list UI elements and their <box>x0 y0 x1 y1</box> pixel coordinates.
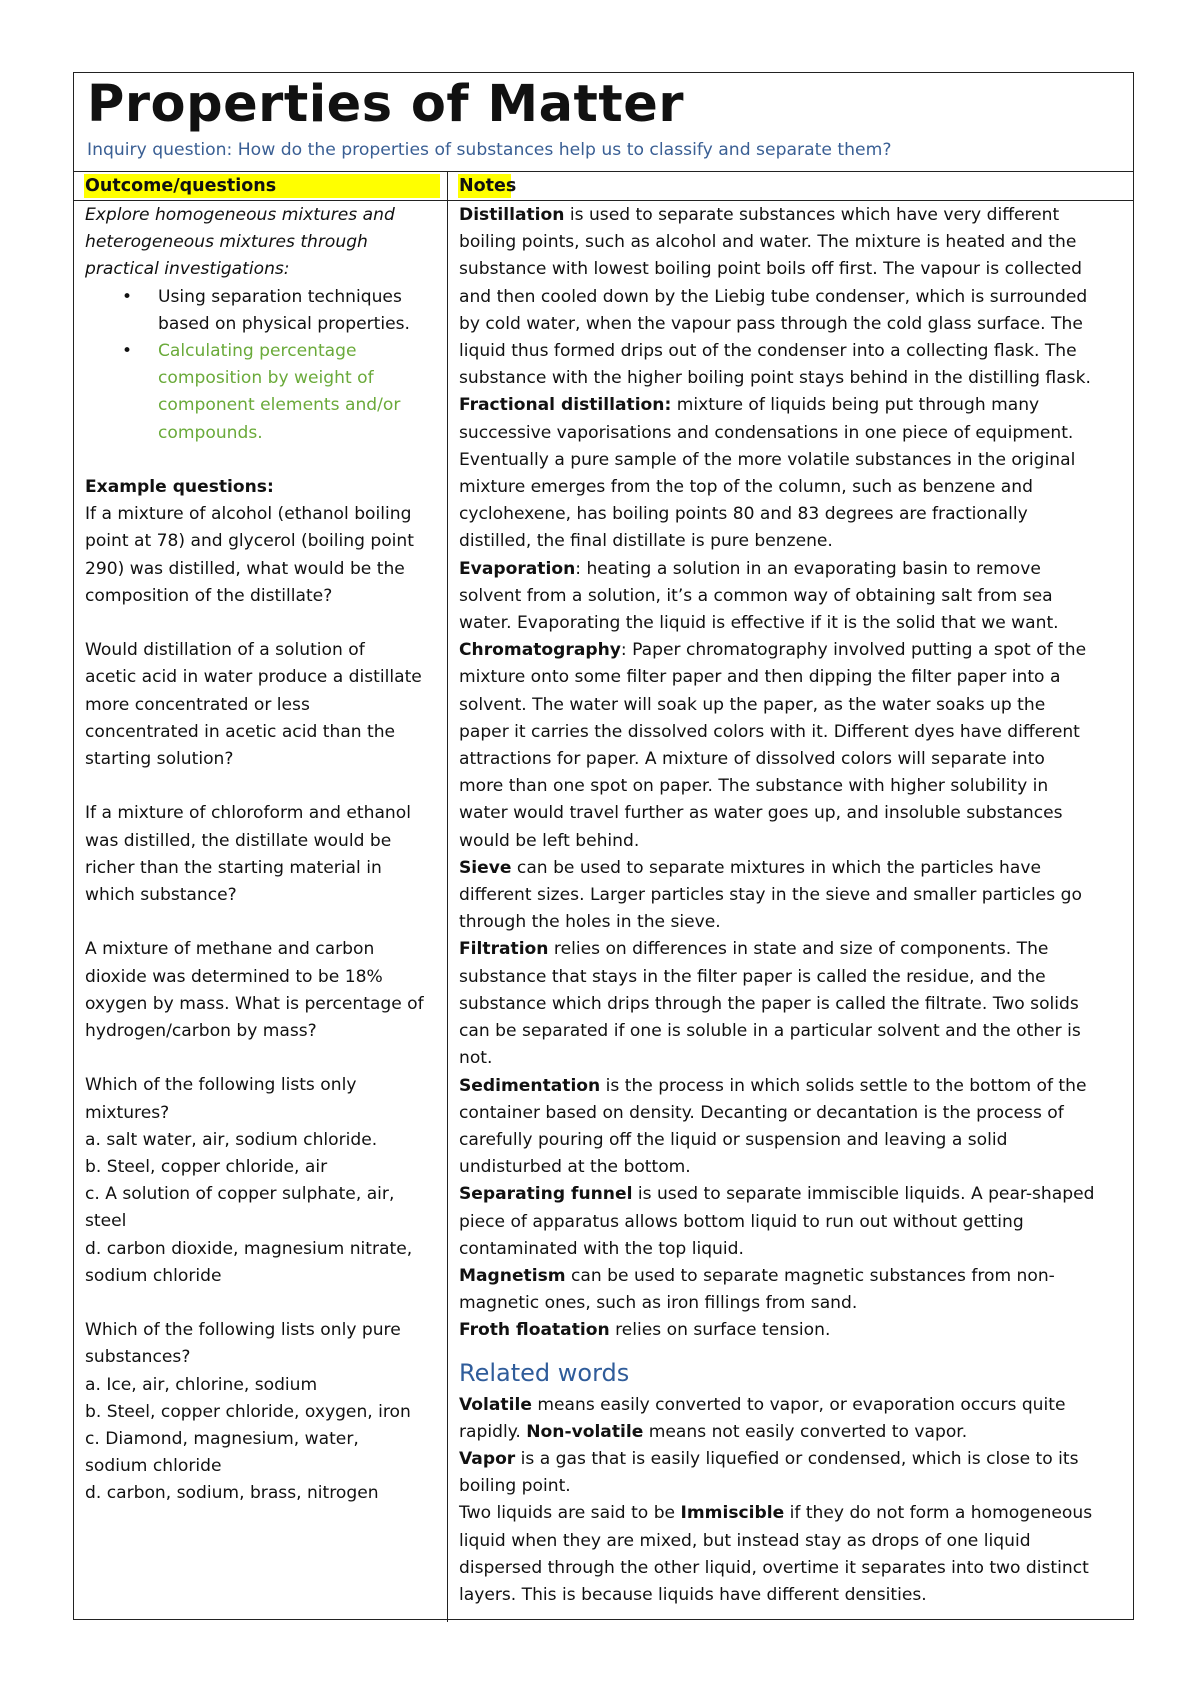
text-line: Using separation techniques <box>158 286 402 307</box>
text-line <box>459 855 1125 882</box>
text-line: solvent. The water will soak up the paper, as the water soaks up the <box>459 694 1046 715</box>
text-line <box>459 1181 1125 1208</box>
text-line: piece of apparatus allows bottom liquid to run out without getting <box>459 1211 1024 1232</box>
text-line: magnetic ones, such as iron fillings from sand. <box>459 1293 858 1314</box>
document-page <box>73 72 1134 1620</box>
note-term: Separating funnel <box>459 1184 633 1205</box>
text-span: means easily converted to vapor, or evaporation occurs quite <box>531 1394 1066 1415</box>
text-line: oxygen by mass. What is percentage of <box>85 993 424 1014</box>
text-line: Would distillation of a solution of <box>85 640 365 661</box>
text-line <box>459 637 1125 664</box>
text-line: boiling point. <box>459 1476 571 1497</box>
text-line: Explore homogeneous mixtures and <box>85 205 395 225</box>
text-line: substances? <box>85 1347 191 1368</box>
text-line: composition by weight of <box>158 368 374 389</box>
note-term: Magnetism <box>459 1265 566 1286</box>
text-span: is used to separate immiscible liquids. A pear-shaped <box>632 1184 1095 1205</box>
text-line <box>459 1073 1125 1100</box>
text-line: hydrogen/carbon by mass? <box>85 1021 317 1042</box>
related-words-heading: Related words <box>459 1358 630 1387</box>
text-line: Calculating percentage <box>158 341 357 362</box>
text-line: different sizes. Larger particles stay in the sieve and smaller particles go <box>459 885 1082 906</box>
notes-list <box>459 202 1125 1345</box>
text-line: contaminated with the top liquid. <box>459 1238 744 1259</box>
text-line: point at 78) and glycerol (boiling point <box>85 531 414 552</box>
text-line: A mixture of methane and carbon <box>85 939 375 960</box>
text-span: Two liquids are said to be <box>459 1503 681 1524</box>
text-span: relies on differences in state and size of components. The <box>548 939 1049 960</box>
text-line: substance that stays in the filter paper is called the residue, and the <box>459 966 1046 987</box>
text-line <box>459 392 1125 419</box>
term-volatile: Volatile <box>459 1394 532 1415</box>
text-span: is used to separate substances which have very different <box>564 205 1060 225</box>
outcome-questions-column <box>74 201 448 1622</box>
text-span: means not easily converted to vapor. <box>643 1421 968 1442</box>
term-vapor: Vapor <box>459 1448 516 1469</box>
text-span: if they do not form a homogeneous <box>784 1503 1093 1524</box>
text-line: dispersed through the other liquid, overtime it separates into two distinct <box>459 1557 1089 1578</box>
bullet-item <box>85 284 439 338</box>
text-line: carefully pouring off the liquid or suspension and leaving a solid <box>459 1129 1008 1150</box>
text-line: can be separated if one is soluble in a particular solvent and the other is <box>459 1021 1081 1042</box>
text-line: substance with the higher boiling point stays behind in the distilling flask. <box>459 368 1091 389</box>
text-line <box>459 1263 1125 1290</box>
term-non-volatile: Non-volatile <box>526 1421 644 1442</box>
text-line: mixture emerges from the top of the column, such as benzene and <box>459 477 1033 498</box>
text-line: attractions for paper. A mixture of dissolved colors will separate into <box>459 749 1045 770</box>
text-span: : Paper chromatography involved putting a spot of the <box>620 640 1087 661</box>
text-line: concentrated in acetic acid than the <box>85 721 396 742</box>
text-line: dioxide was determined to be 18% <box>85 966 383 987</box>
question-1 <box>85 501 439 610</box>
note-entry <box>459 1263 1125 1317</box>
text-line: If a mixture of alcohol (ethanol boiling <box>85 504 412 525</box>
note-term: Distillation <box>459 205 565 225</box>
term-immiscible: Immiscible <box>680 1503 785 1524</box>
question-4 <box>85 936 439 1045</box>
text-line: heterogeneous mixtures through <box>85 232 368 253</box>
title-block <box>74 77 1133 172</box>
text-line: successive vaporisations and condensations in one piece of equipment. <box>459 422 1074 443</box>
text-line: Which of the following lists only pure <box>85 1320 401 1341</box>
header-cell-right <box>448 172 1133 200</box>
note-term: Sedimentation <box>459 1075 601 1096</box>
text-line <box>459 556 1125 583</box>
text-line: c. Diamond, magnesium, water, <box>85 1429 359 1450</box>
question-6 <box>85 1317 439 1507</box>
note-entry <box>459 202 1125 392</box>
text-line: boiling points, such as alcohol and water. The mixture is heated and the <box>459 232 1077 253</box>
text-line: which substance? <box>85 885 237 906</box>
text-line: c. A solution of copper sulphate, air, <box>85 1184 395 1205</box>
text-line <box>459 1317 1125 1344</box>
text-line: compounds. <box>158 422 263 443</box>
text-line: was distilled, the distillate would be <box>85 830 392 851</box>
text-line: not. <box>459 1048 493 1069</box>
outcome-intro <box>85 202 439 284</box>
text-line: a. salt water, air, sodium chloride. <box>85 1129 378 1150</box>
text-line: Which of the following lists only <box>85 1075 357 1096</box>
note-term: Chromatography <box>459 640 621 661</box>
inquiry-question: Inquiry question: How do the properties of substances help us to classify and separate them? <box>87 140 892 160</box>
text-line: If a mixture of chloroform and ethanol <box>85 803 411 824</box>
text-line: acetic acid in water produce a distillate <box>85 667 422 688</box>
text-line: substance which drips through the paper is called the filtrate. Two solids <box>459 993 1079 1014</box>
text-line: more concentrated or less <box>85 694 310 715</box>
note-entry <box>459 855 1125 937</box>
text-line: liquid thus formed drips out of the condenser into a collecting flask. The <box>459 341 1077 362</box>
table-body-row <box>74 201 1133 1622</box>
header-notes: Notes <box>459 176 517 196</box>
text-line: component elements and/or <box>158 395 401 416</box>
bullet-icon: • <box>122 341 133 362</box>
text-line <box>459 1500 1125 1527</box>
text-line: mixtures? <box>85 1102 170 1123</box>
table-header-row <box>74 172 1133 201</box>
text-span: is a gas that is easily liquefied or condensed, which is close to its <box>515 1448 1079 1469</box>
text-span: mixture of liquids being put through many <box>671 395 1040 416</box>
text-line: composition of the distillate? <box>85 585 333 606</box>
text-line: substance with lowest boiling point boils off first. The vapour is collected <box>459 259 1082 280</box>
text-line: more than one spot on paper. The substance with higher solubility in <box>459 776 1049 797</box>
note-term: Fractional distillation: <box>459 395 672 416</box>
text-line: based on physical properties. <box>158 313 410 334</box>
text-line: steel <box>85 1211 127 1232</box>
text-line: sodium chloride <box>85 1265 222 1286</box>
note-term: Froth floatation <box>459 1320 610 1341</box>
note-entry <box>459 1073 1125 1182</box>
note-term: Sieve <box>459 857 512 878</box>
note-entry <box>459 1181 1125 1263</box>
question-5 <box>85 1072 439 1290</box>
text-span: relies on surface tension. <box>609 1320 831 1341</box>
outcome-bullet-list <box>85 284 439 447</box>
text-span: can be used to separate magnetic substances from non- <box>565 1265 1055 1286</box>
question-3 <box>85 800 439 909</box>
text-line <box>459 1392 1125 1419</box>
text-line: paper it carries the dissolved colors with it. Different dyes have different <box>459 721 1080 742</box>
note-entry <box>459 936 1125 1072</box>
text-line: Eventually a pure sample of the more volatile substances in the original <box>459 449 1076 470</box>
page-title: Properties of Matter <box>87 75 685 134</box>
text-line: starting solution? <box>85 749 234 770</box>
question-2 <box>85 637 439 773</box>
text-line: through the holes in the sieve. <box>459 912 721 933</box>
text-line: 290) was distilled, what would be the <box>85 558 405 579</box>
text-line: solvent from a solution, it’s a common way of obtaining salt from sea <box>459 585 1053 606</box>
text-line: layers. This is because liquids have different densities. <box>459 1584 927 1605</box>
text-line <box>459 202 1125 229</box>
text-span: can be used to separate mixtures in which the particles have <box>511 857 1041 878</box>
note-entry <box>459 392 1125 555</box>
header-outcome-questions: Outcome/questions <box>84 174 440 198</box>
note-term: Evaporation <box>459 558 576 579</box>
text-line: and then cooled down by the Liebig tube condenser, which is surrounded <box>459 286 1088 307</box>
text-line: d. carbon dioxide, magnesium nitrate, <box>85 1238 413 1259</box>
bullet-icon: • <box>122 286 133 307</box>
text-span: rapidly. <box>459 1421 527 1442</box>
text-line: mixture onto some filter paper and then dipping the filter paper into a <box>459 667 1061 688</box>
text-line: water. Evaporating the liquid is effective if it is the solid that we want. <box>459 613 1059 634</box>
notes-column <box>448 201 1133 1622</box>
text-line <box>459 1446 1125 1473</box>
text-line <box>459 936 1125 963</box>
note-term: Filtration <box>459 939 549 960</box>
text-line: d. carbon, sodium, brass, nitrogen <box>85 1483 379 1504</box>
example-questions-heading: Example questions: <box>85 477 274 498</box>
text-line: would be left behind. <box>459 830 640 851</box>
text-line: distilled, the final distillate is pure benzene. <box>459 531 833 552</box>
bullet-item <box>85 338 439 447</box>
text-line: b. Steel, copper chloride, oxygen, iron <box>85 1401 411 1422</box>
text-line: sodium chloride <box>85 1456 222 1477</box>
text-line: undisturbed at the bottom. <box>459 1157 691 1178</box>
text-span: is the process in which solids settle to the bottom of the <box>600 1075 1087 1096</box>
text-line: b. Steel, copper chloride, air <box>85 1157 328 1178</box>
text-line: richer than the starting material in <box>85 857 382 878</box>
text-line <box>459 1419 1125 1446</box>
text-line: cyclohexene, has boiling points 80 and 83 degrees are fractionally <box>459 504 1028 525</box>
text-line: a. Ice, air, chlorine, sodium <box>85 1374 318 1395</box>
header-cell-left <box>74 172 448 200</box>
text-line: practical investigations: <box>85 259 290 280</box>
text-line: water would travel further as water goes up, and insoluble substances <box>459 803 1063 824</box>
note-entry <box>459 1317 1125 1344</box>
note-entry <box>459 556 1125 638</box>
note-entry <box>459 637 1125 855</box>
text-line: container based on density. Decanting or decantation is the process of <box>459 1102 1064 1123</box>
text-line: liquid when they are mixed, but instead stay as drops of one liquid <box>459 1530 1031 1551</box>
text-line: by cold water, when the vapour pass through the cold glass surface. The <box>459 313 1083 334</box>
text-span: : heating a solution in an evaporating basin to remove <box>575 558 1041 579</box>
